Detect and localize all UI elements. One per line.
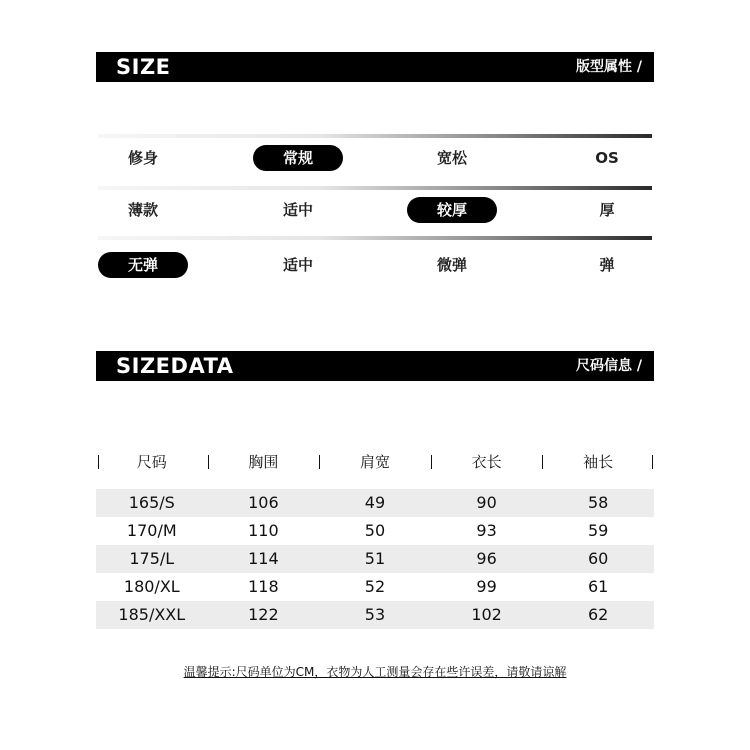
table-row (96, 545, 654, 573)
measurement-note-text: 温馨提示:尺码单位为CM，衣物为人工测量会存在些许误差，请敬请谅解 (183, 665, 567, 679)
cell-length: 99 (476, 577, 497, 596)
size-header-bar (96, 52, 654, 82)
cell-shoulder: 52 (364, 577, 386, 596)
header-chest: 胸围 (248, 453, 279, 471)
fit-option-slim: 修身 (127, 149, 158, 167)
cell-size: 170/M (126, 521, 177, 540)
fit-option-loose: 宽松 (436, 149, 467, 167)
cell-length: 102 (471, 605, 502, 624)
thickness-option-thicker-selected: 较厚 (407, 197, 497, 223)
cell-size: 180/XL (123, 577, 180, 596)
size-subtitle: 版型属性 / (576, 59, 642, 75)
cell-chest: 106 (248, 493, 279, 512)
header-length: 衣长 (471, 453, 502, 471)
header-shoulder: 肩宽 (359, 453, 390, 471)
measurement-note (0, 663, 750, 680)
sizedata-header-bar (96, 351, 654, 381)
thickness-option-medium: 适中 (282, 201, 313, 219)
cell-chest: 110 (248, 521, 279, 540)
thickness-option-thin: 薄款 (127, 201, 158, 219)
fit-option-os: OS (595, 149, 619, 167)
thickness-option-thick: 厚 (599, 201, 615, 219)
attr-row-elasticity (96, 252, 654, 282)
table-row (96, 489, 654, 517)
attr-row-fit (96, 145, 654, 175)
elastic-option-slight: 微弹 (436, 256, 467, 274)
elastic-option-medium: 适中 (282, 256, 313, 274)
header-size: 尺码 (136, 453, 167, 471)
cell-length: 93 (476, 521, 497, 540)
table-row (96, 517, 654, 545)
elastic-option-stretch: 弹 (599, 256, 615, 274)
size-title: SIZE (116, 55, 171, 79)
cell-size: 175/L (129, 549, 175, 568)
divider-rule (98, 186, 652, 190)
header-sleeve: 袖长 (583, 453, 614, 471)
sizedata-subtitle: 尺码信息 / (576, 358, 642, 374)
cell-sleeve: 61 (588, 577, 609, 596)
cell-chest: 118 (248, 577, 279, 596)
cell-shoulder: 50 (364, 521, 386, 540)
cell-sleeve: 59 (588, 521, 609, 540)
table-row (96, 573, 654, 601)
fit-option-regular-selected: 常规 (253, 145, 343, 171)
cell-sleeve: 62 (588, 605, 609, 624)
divider-rule (98, 134, 652, 138)
size-table-header (96, 448, 654, 476)
cell-shoulder: 51 (364, 549, 386, 568)
divider-rule (98, 236, 652, 240)
table-row (96, 601, 654, 629)
cell-size: 185/XXL (118, 605, 186, 624)
cell-size: 165/S (128, 493, 175, 512)
cell-chest: 122 (248, 605, 279, 624)
elastic-option-none-selected: 无弹 (98, 252, 188, 278)
cell-sleeve: 58 (588, 493, 609, 512)
cell-length: 96 (476, 549, 497, 568)
sizedata-title: SIZEDATA (116, 354, 234, 378)
cell-sleeve: 60 (588, 549, 609, 568)
cell-shoulder: 53 (364, 605, 386, 624)
cell-length: 90 (476, 493, 497, 512)
cell-shoulder: 49 (364, 493, 386, 512)
cell-chest: 114 (248, 549, 279, 568)
attr-row-thickness (96, 197, 654, 227)
